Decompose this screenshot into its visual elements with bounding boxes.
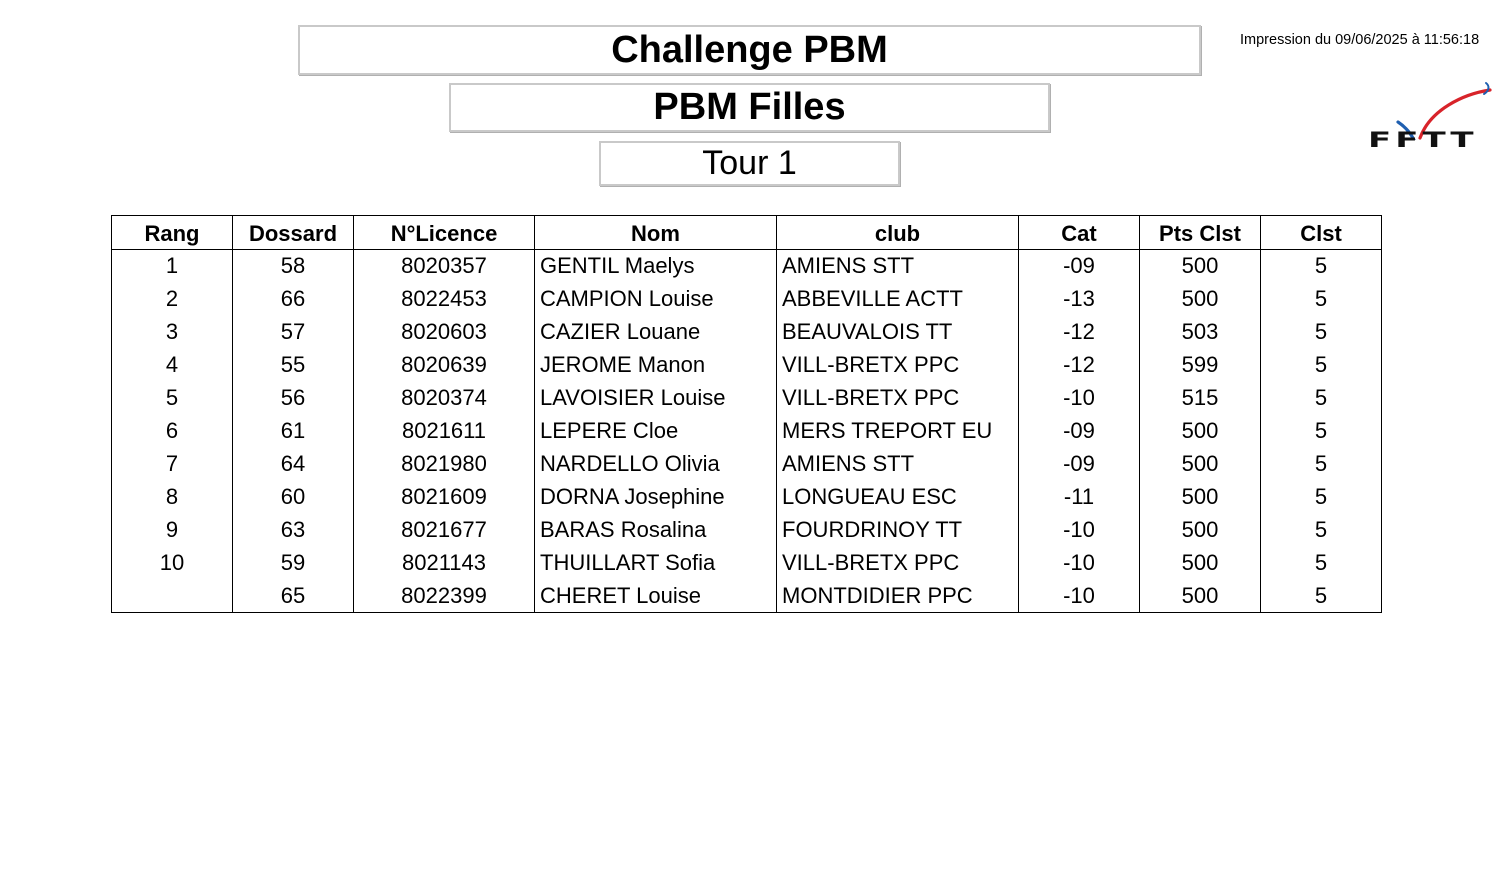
print-timestamp: Impression du 09/06/2025 à 11:56:18 [1240, 32, 1480, 48]
cell-cat: -10 [1019, 580, 1140, 613]
cell-pts: 500 [1140, 415, 1261, 448]
cell-clst: 5 [1261, 316, 1382, 349]
cell-rang: 7 [112, 448, 233, 481]
cell-cat: -12 [1019, 316, 1140, 349]
cell-club: AMIENS STT [777, 448, 1019, 481]
cell-rang: 4 [112, 349, 233, 382]
cell-nom: DORNA Josephine [535, 481, 777, 514]
cell-cat: -13 [1019, 283, 1140, 316]
cell-licence: 8020603 [354, 316, 535, 349]
cell-club: AMIENS STT [777, 250, 1019, 283]
cell-pts: 503 [1140, 316, 1261, 349]
cell-dossard: 63 [233, 514, 354, 547]
cell-licence: 8022453 [354, 283, 535, 316]
cell-club: FOURDRINOY TT [777, 514, 1019, 547]
table-row [112, 382, 1382, 415]
column-header-licence: N°Licence [354, 216, 535, 250]
round-label [599, 141, 900, 186]
table-row [112, 283, 1382, 316]
cell-nom: NARDELLO Olivia [535, 448, 777, 481]
cell-clst: 5 [1261, 448, 1382, 481]
document-title-text: Challenge PBM [611, 28, 888, 71]
cell-cat: -09 [1019, 250, 1140, 283]
table-row [112, 316, 1382, 349]
table-row [112, 547, 1382, 580]
cell-licence: 8020374 [354, 382, 535, 415]
cell-nom: LEPERE Cloe [535, 415, 777, 448]
column-header-clst: Clst [1261, 216, 1382, 250]
cell-rang [112, 580, 233, 613]
column-header-rang: Rang [112, 216, 233, 250]
cell-dossard: 58 [233, 250, 354, 283]
results-table-body [112, 250, 1382, 613]
cell-dossard: 55 [233, 349, 354, 382]
cell-cat: -09 [1019, 448, 1140, 481]
cell-rang: 9 [112, 514, 233, 547]
table-row [112, 250, 1382, 283]
cell-cat: -10 [1019, 547, 1140, 580]
cell-dossard: 59 [233, 547, 354, 580]
cell-pts: 515 [1140, 382, 1261, 415]
document-subtitle-text: PBM Filles [653, 86, 846, 128]
cell-club: VILL-BRETX PPC [777, 382, 1019, 415]
cell-cat: -12 [1019, 349, 1140, 382]
cell-dossard: 60 [233, 481, 354, 514]
cell-dossard: 66 [233, 283, 354, 316]
cell-pts: 599 [1140, 349, 1261, 382]
table-row [112, 514, 1382, 547]
cell-licence: 8021143 [354, 547, 535, 580]
cell-licence: 8020357 [354, 250, 535, 283]
table-row [112, 481, 1382, 514]
cell-nom: CAMPION Louise [535, 283, 777, 316]
cell-dossard: 56 [233, 382, 354, 415]
cell-rang: 10 [112, 547, 233, 580]
header-row [112, 216, 1382, 250]
cell-dossard: 65 [233, 580, 354, 613]
cell-licence: 8021980 [354, 448, 535, 481]
cell-club: ABBEVILLE ACTT [777, 283, 1019, 316]
cell-dossard: 61 [233, 415, 354, 448]
cell-nom: THUILLART Sofia [535, 547, 777, 580]
cell-pts: 500 [1140, 547, 1261, 580]
column-header-nom: Nom [535, 216, 777, 250]
cell-clst: 5 [1261, 580, 1382, 613]
cell-club: BEAUVALOIS TT [777, 316, 1019, 349]
cell-licence: 8022399 [354, 580, 535, 613]
cell-licence: 8021609 [354, 481, 535, 514]
cell-nom: CHERET Louise [535, 580, 777, 613]
cell-pts: 500 [1140, 250, 1261, 283]
cell-clst: 5 [1261, 514, 1382, 547]
table-row [112, 415, 1382, 448]
column-header-club: club [777, 216, 1019, 250]
column-header-dossard: Dossard [233, 216, 354, 250]
results-table [111, 215, 1382, 613]
cell-nom: BARAS Rosalina [535, 514, 777, 547]
cell-pts: 500 [1140, 283, 1261, 316]
cell-club: LONGUEAU ESC [777, 481, 1019, 514]
cell-rang: 6 [112, 415, 233, 448]
cell-cat: -10 [1019, 514, 1140, 547]
cell-club: MERS TREPORT EU [777, 415, 1019, 448]
round-label-text: Tour 1 [702, 144, 797, 182]
cell-clst: 5 [1261, 349, 1382, 382]
cell-cat: -11 [1019, 481, 1140, 514]
cell-rang: 1 [112, 250, 233, 283]
table-row [112, 448, 1382, 481]
cell-nom: CAZIER Louane [535, 316, 777, 349]
cell-dossard: 64 [233, 448, 354, 481]
document-title [298, 25, 1201, 75]
column-header-pts-clst: Pts Clst [1140, 216, 1261, 250]
cell-cat: -10 [1019, 382, 1140, 415]
cell-clst: 5 [1261, 481, 1382, 514]
results-table-header [112, 216, 1382, 250]
fftt-logo-text: FFTT [1368, 128, 1478, 153]
cell-club: MONTDIDIER PPC [777, 580, 1019, 613]
cell-pts: 500 [1140, 514, 1261, 547]
table-row [112, 349, 1382, 382]
cell-club: VILL-BRETX PPC [777, 349, 1019, 382]
cell-clst: 5 [1261, 415, 1382, 448]
cell-club: VILL-BRETX PPC [777, 547, 1019, 580]
cell-nom: GENTIL Maelys [535, 250, 777, 283]
cell-pts: 500 [1140, 481, 1261, 514]
cell-cat: -09 [1019, 415, 1140, 448]
cell-clst: 5 [1261, 250, 1382, 283]
cell-licence: 8021611 [354, 415, 535, 448]
cell-rang: 5 [112, 382, 233, 415]
cell-rang: 2 [112, 283, 233, 316]
cell-pts: 500 [1140, 448, 1261, 481]
cell-clst: 5 [1261, 283, 1382, 316]
cell-licence: 8021677 [354, 514, 535, 547]
cell-dossard: 57 [233, 316, 354, 349]
fftt-logo [1368, 80, 1500, 164]
cell-licence: 8020639 [354, 349, 535, 382]
column-header-cat: Cat [1019, 216, 1140, 250]
table-row [112, 580, 1382, 613]
document-subtitle [449, 83, 1050, 132]
cell-clst: 5 [1261, 382, 1382, 415]
cell-clst: 5 [1261, 547, 1382, 580]
cell-nom: LAVOISIER Louise [535, 382, 777, 415]
cell-pts: 500 [1140, 580, 1261, 613]
cell-rang: 8 [112, 481, 233, 514]
cell-nom: JEROME Manon [535, 349, 777, 382]
cell-rang: 3 [112, 316, 233, 349]
